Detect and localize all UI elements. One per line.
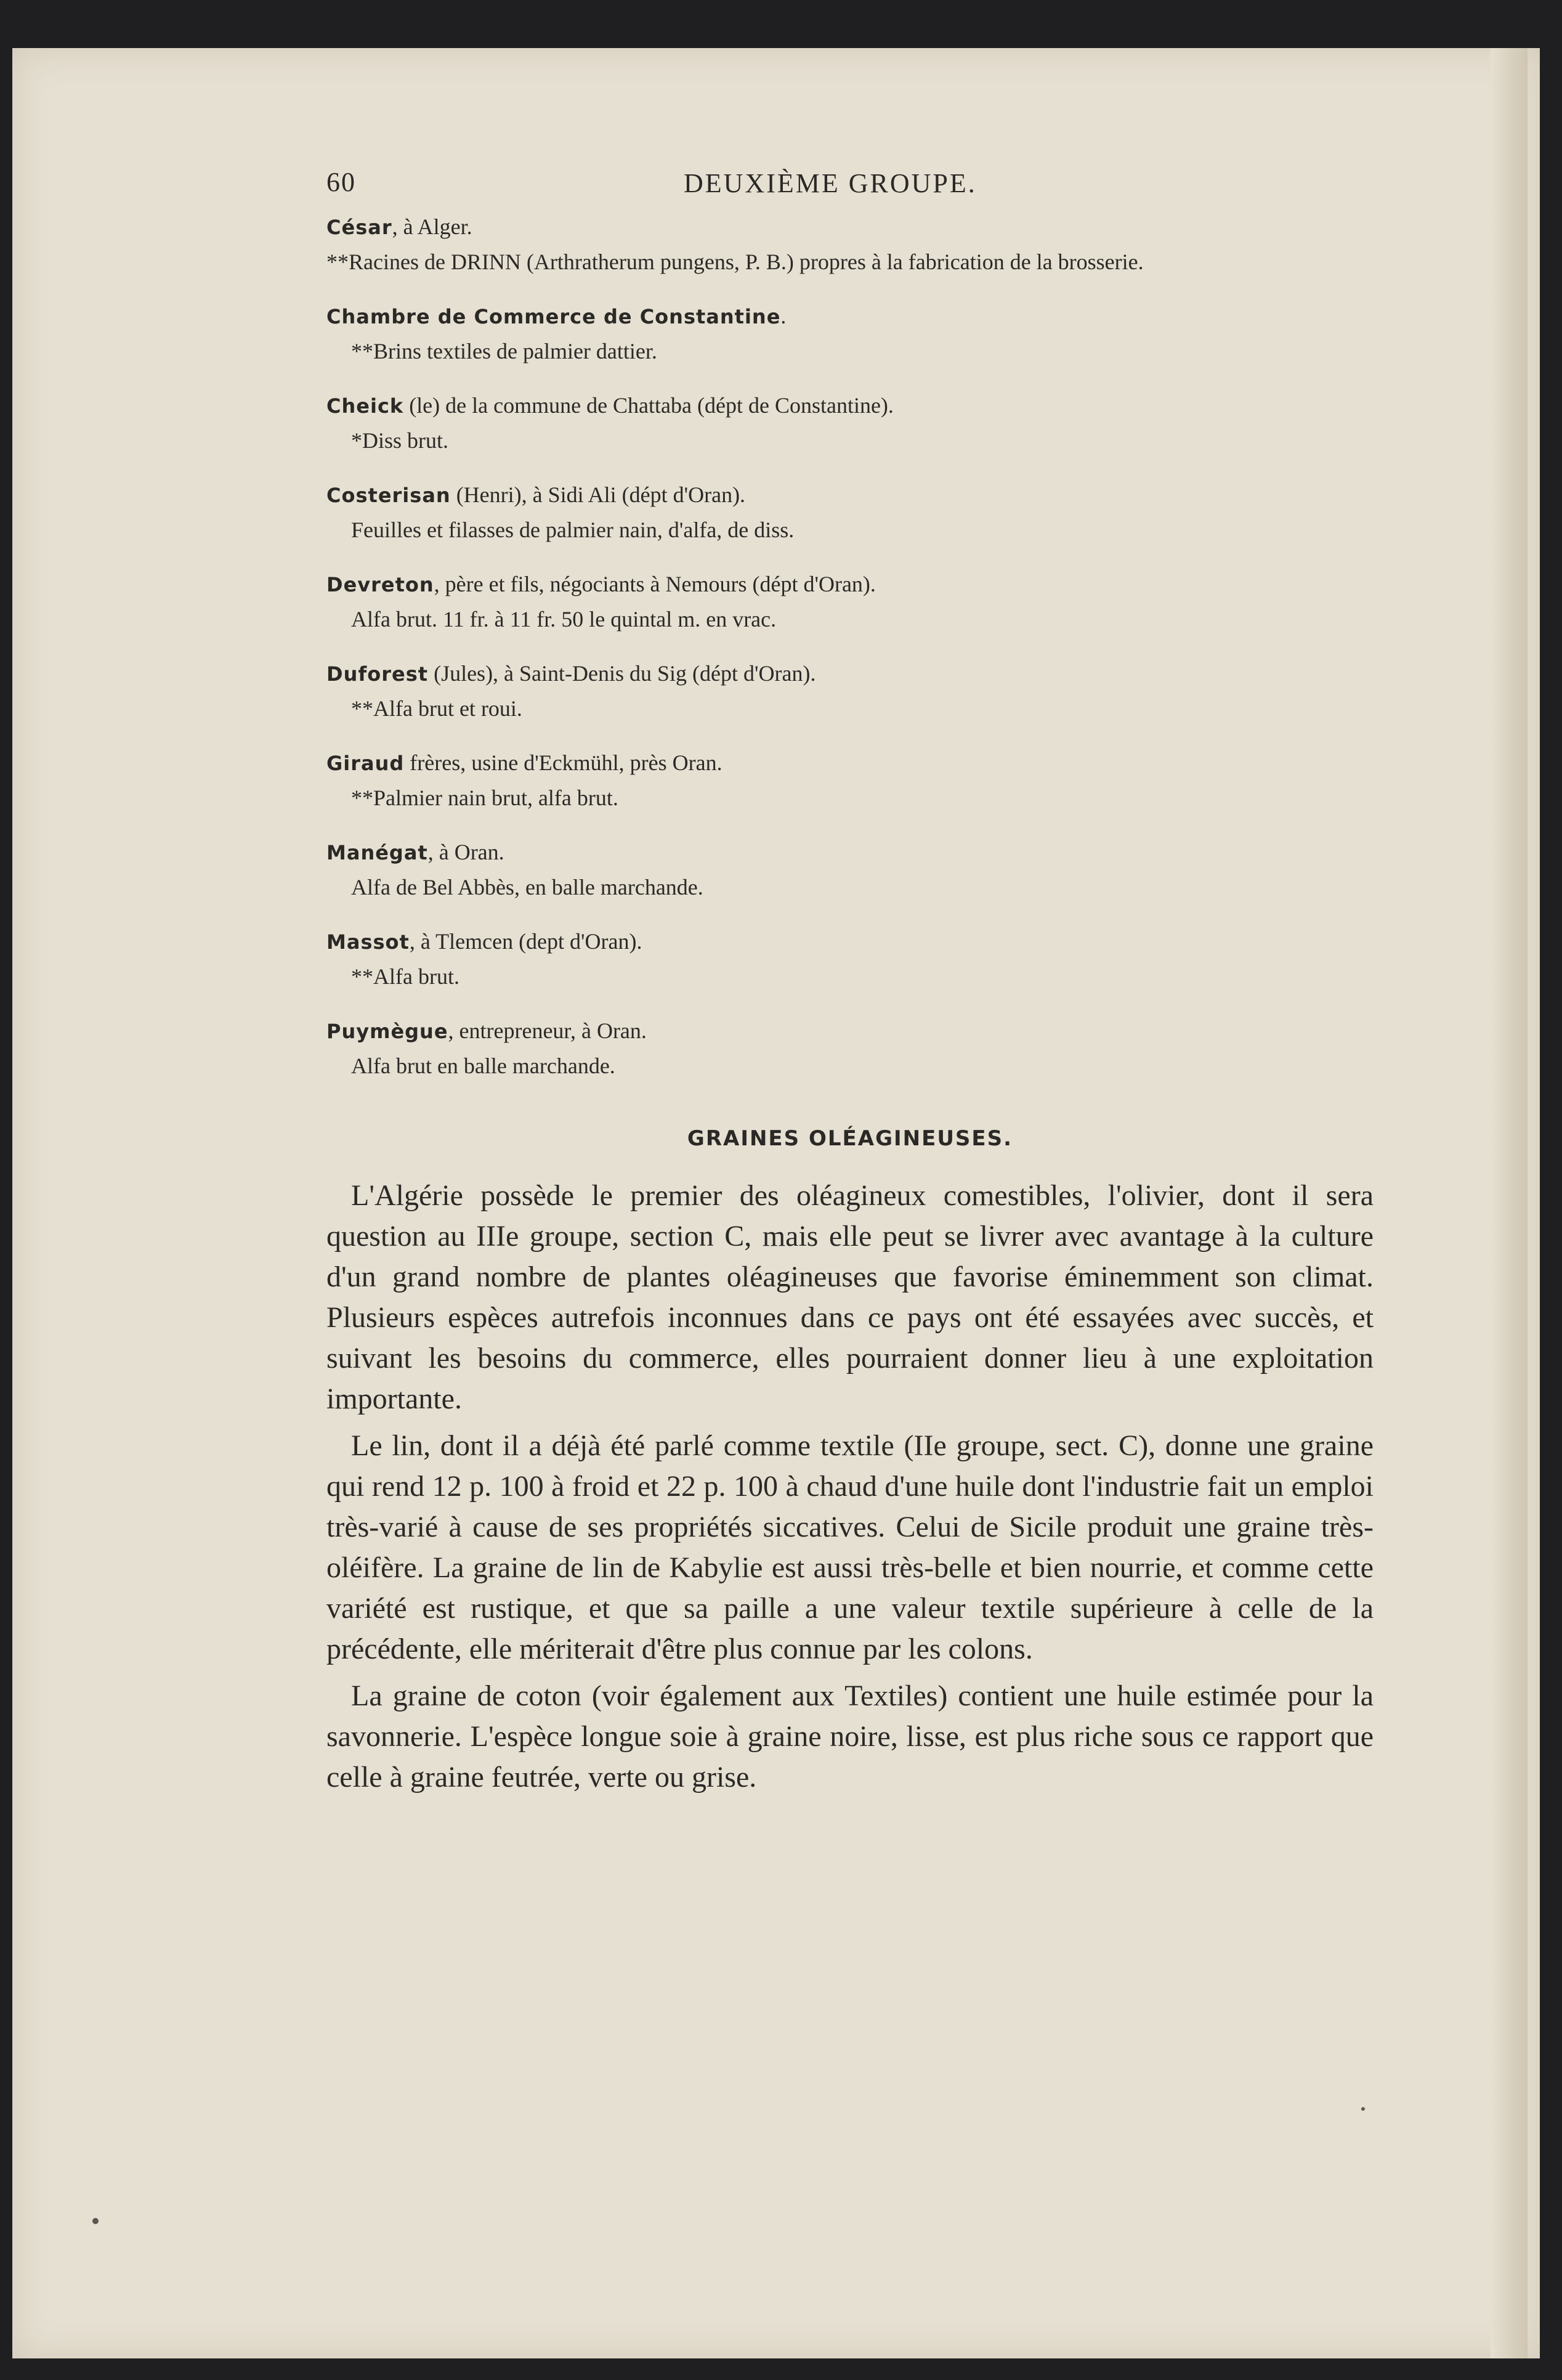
exhibitor-entry: [326, 299, 1374, 368]
exhibitor-heading: [326, 209, 1374, 245]
exhibitor-name: Duforest: [326, 662, 429, 686]
exhibitor-product: **Racines de DRINN (Arthratherum pungens, P. B.) propres à la fabrication de la brosserie.: [326, 250, 1144, 274]
exhibitor-heading: [326, 924, 1374, 959]
exhibitor-product: Alfa de Bel Abbès, en balle marchande.: [351, 875, 703, 900]
exhibitor-details: , à Oran.: [427, 840, 504, 864]
exhibitor-details: , entrepreneur, à Oran.: [448, 1018, 647, 1043]
exhibitor-entry: [326, 924, 1374, 994]
exhibitor-name: Massot: [326, 930, 410, 954]
running-title: DEUXIÈME GROUPE.: [684, 168, 977, 198]
exhibitor-name: Manégat: [326, 841, 428, 864]
exhibitor-heading: [326, 835, 1374, 870]
exhibitor-details: , père et fils, négociants à Nemours (dépt d'Oran).: [434, 572, 876, 596]
exhibitor-product: Alfa brut. 11 fr. à 11 fr. 50 le quintal m. en vrac.: [351, 607, 777, 632]
exhibitor-list: [326, 209, 1374, 1083]
exhibitor-details: frères, usine d'Eckmühl, près Oran.: [404, 750, 722, 775]
section-title: GRAINES OLÉAGINEUSES.: [687, 1126, 1013, 1151]
exhibitor-details: (Henri), à Sidi Ali (dépt d'Oran).: [450, 482, 746, 507]
body-paragraph: Le lin, dont il a déjà été parlé comme textile (IIe groupe, sect. C), donne une graine qui rend 12 p. 100 à froid et 22 p. 100 à chaud d'une huile dont l'industrie fait un emploi très-varié à cause de ses propriétés siccatives. Celui de Sicile produit une graine très-oléifère. La graine de lin de Kabylie est aussi très-belle et bien nourrie, et comme cette variété est rustique, et que sa paille a une valeur textile supérieure à celle de la précédente, elle mériterait d'être plus connue par les colons.: [326, 1429, 1374, 1665]
page-content: [326, 166, 1374, 1804]
scan-speck: [92, 2218, 99, 2224]
exhibitor-name: Giraud: [326, 752, 405, 775]
exhibitor-entry: [326, 209, 1374, 279]
exhibitor-product: *Diss brut.: [351, 428, 449, 453]
exhibitor-entry: [326, 745, 1374, 815]
body-paragraph: L'Algérie possède le premier des oléagineux comestibles, l'olivier, dont il sera question au IIIe groupe, section C, mais elle peut se livrer avec avantage à la culture d'un grand nombre de plantes oléagineuses que favorise éminemment son climat. Plusieurs espèces autrefois inconnues dans ce pays ont été essayées avec succès, et suivant les besoins du commerce, elles pourraient donner lieu à une exploitation importante.: [326, 1179, 1374, 1415]
exhibitor-heading: [326, 299, 1374, 334]
exhibitor-details: (Jules), à Saint-Denis du Sig (dépt d'Oran).: [428, 661, 816, 686]
exhibitor-name: Costerisan: [326, 484, 451, 507]
exhibitor-details: , à Alger.: [392, 214, 472, 239]
exhibitor-product: **Alfa brut.: [351, 964, 459, 989]
page-number: 60: [326, 167, 356, 197]
exhibitor-heading: [326, 477, 1374, 513]
body-paragraph: La graine de coton (voir également aux Textiles) contient une huile estimée pour la savonnerie. L'espèce longue soie à graine noire, lisse, est plus riche sous ce rapport que celle à graine feutrée, verte ou grise.: [326, 1679, 1374, 1793]
exhibitor-product: **Alfa brut et roui.: [351, 696, 522, 721]
exhibitor-name: César: [326, 216, 392, 239]
exhibitor-name: Chambre de Commerce de Constantine: [326, 305, 781, 328]
scan-speck: [1361, 2107, 1365, 2111]
exhibitor-heading: [326, 567, 1374, 602]
exhibitor-entry: [326, 656, 1374, 726]
page-gutter-shadow: [1491, 48, 1528, 2358]
exhibitor-entry: [326, 567, 1374, 636]
body-text: [326, 1176, 1374, 1798]
exhibitor-product: Alfa brut en balle marchande.: [351, 1054, 615, 1078]
exhibitor-product: **Brins textiles de palmier dattier.: [351, 339, 657, 363]
exhibitor-product: **Palmier nain brut, alfa brut.: [351, 786, 618, 810]
exhibitor-entry: [326, 477, 1374, 547]
exhibitor-entry: [326, 388, 1374, 458]
exhibitor-name: Puymègue: [326, 1020, 448, 1043]
exhibitor-details: (le) de la commune de Chattaba (dépt de Constantine).: [403, 393, 894, 418]
exhibitor-name: Cheick: [326, 394, 404, 418]
exhibitor-name: Devreton: [326, 573, 434, 596]
exhibitor-heading: [326, 388, 1374, 423]
exhibitor-entry: [326, 1013, 1374, 1083]
exhibitor-details: .: [780, 304, 787, 328]
running-header: [326, 166, 1374, 209]
exhibitor-heading: [326, 1013, 1374, 1049]
exhibitor-product: Feuilles et filasses de palmier nain, d'alfa, de diss.: [351, 518, 795, 542]
exhibitor-heading: [326, 745, 1374, 781]
exhibitor-entry: [326, 835, 1374, 904]
exhibitor-heading: [326, 656, 1374, 691]
exhibitor-details: , à Tlemcen (dept d'Oran).: [409, 929, 642, 954]
